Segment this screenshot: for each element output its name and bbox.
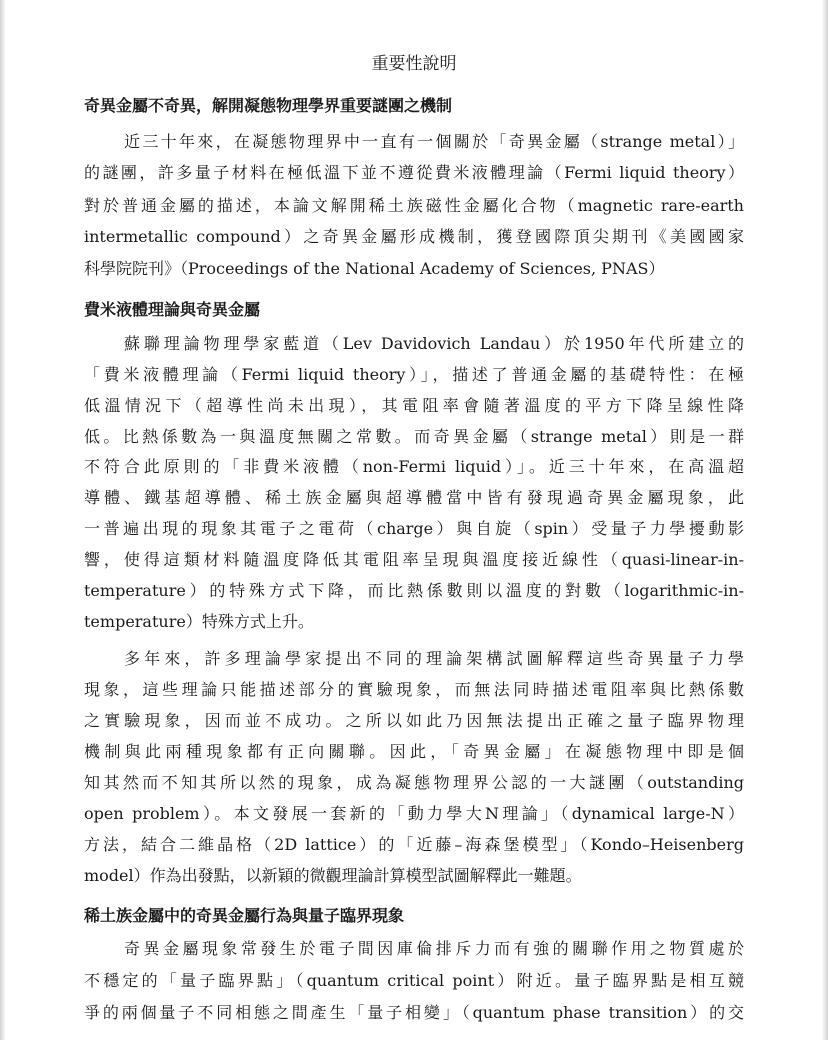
paragraph-line: 方法，結合二維晶格（2D lattice）的「近藤–海森堡模型」（Kondo–Heisenberg xyxy=(84,835,744,854)
section-heading-fermi-liquid: 費米液體理論與奇異金屬 xyxy=(84,300,261,319)
paragraph-line: 不穩定的「量子臨界點」（quantum critical point）附近。量子臨界點是相互競 xyxy=(84,971,744,990)
paragraph-line: 之實驗現象，因而並不成功。之所以如此乃因無法提出正確之量子臨界物理 xyxy=(84,711,744,730)
paragraph-line: 不符合此原則的「非費米液體（non-Fermi liquid）」。近三十年來，在高溫超 xyxy=(84,457,744,476)
paragraph-line: 蘇聯理論物理學家藍道（Lev Davidovich Landau）於1950年代所建立的 xyxy=(124,334,744,353)
page-edge-shadow-right xyxy=(822,0,828,1040)
paragraph-line: 低。比熱係數為一與溫度無關之常數。而奇異金屬（strange metal）則是一群 xyxy=(84,427,744,446)
paragraph-line: model）作為出發點，以新穎的微觀理論計算模型試圖解釋此一難題。 xyxy=(84,866,582,885)
paragraph-line: 爭的兩個量子不同相態之間產生「量子相變」（quantum phase transition）的交 xyxy=(84,1003,744,1022)
page-edge-shadow-left xyxy=(0,0,6,1040)
paragraph-line: 低溫情況下（超導性尚未出現），其電阻率會隨著溫度的平方下降呈線性降 xyxy=(84,396,744,415)
paragraph-line: 知其然而不知其所以然的現象，成為凝態物理界公認的一大謎團（outstanding xyxy=(84,773,744,792)
paragraph-line: 響，使得這類材料隨溫度降低其電阻率呈現與溫度接近線性（quasi-linear-in- xyxy=(84,550,744,569)
paragraph-line: 一普遍出現的現象其電子之電荷（charge）與自旋（spin）受量子力學擾動影 xyxy=(84,519,744,538)
document-title: 重要性說明 xyxy=(371,54,457,74)
paragraph-line: open problem）。本文發展一套新的「動力學大N理論」（dynamical large-N） xyxy=(84,804,744,823)
paragraph-line: 對於普通金屬的描述，本論文解開稀土族磁性金屬化合物（magnetic rare-earth xyxy=(84,196,744,215)
paragraph-line: 的謎團，許多量子材料在極低溫下並不遵從費米液體理論（Fermi liquid theory） xyxy=(84,163,744,182)
paragraph-line: intermetallic compound）之奇異金屬形成機制，獲登國際頂尖期刊《美國國家 xyxy=(84,227,744,246)
paragraph-line: temperature）的特殊方式下降，而比熱係數則以溫度的對數（logarithmic-in- xyxy=(84,581,744,600)
paragraph-line: 奇異金屬現象常發生於電子間因庫倫排斥力而有強的關聯作用之物質處於 xyxy=(124,939,744,958)
paragraph-line: 機制與此兩種現象都有正向關聯。因此，「奇異金屬」在凝態物理中即是個 xyxy=(84,742,744,761)
paragraph-line: 導體、鐵基超導體、稀土族金屬與超導體當中皆有發現過奇異金屬現象，此 xyxy=(84,488,744,507)
paragraph-line: 多年來，許多理論學家提出不同的理論架構試圖解釋這些奇異量子力學 xyxy=(124,649,744,668)
paragraph-line: 科學院院刊》（Proceedings of the National Academy of Sciences, PNAS） xyxy=(84,259,665,278)
paragraph-line: 「費米液體理論（Fermi liquid theory）」，描述了普通金屬的基礎特性：在極 xyxy=(84,365,744,384)
paragraph-line: temperature）特殊方式上升。 xyxy=(84,612,314,631)
section-heading-quantum-critical: 稀土族金屬中的奇異金屬行為與量子臨界現象 xyxy=(84,906,405,925)
section-heading-strange-metal-mechanism: 奇異金屬不奇異，解開凝態物理學界重要謎團之機制 xyxy=(84,96,453,115)
paragraph-line: 現象，這些理論只能描述部分的實驗現象，而無法同時描述電阻率與比熱係數 xyxy=(84,680,744,699)
paragraph-line: 近三十年來，在凝態物理界中一直有一個關於「奇異金屬（strange metal）」 xyxy=(124,132,744,151)
